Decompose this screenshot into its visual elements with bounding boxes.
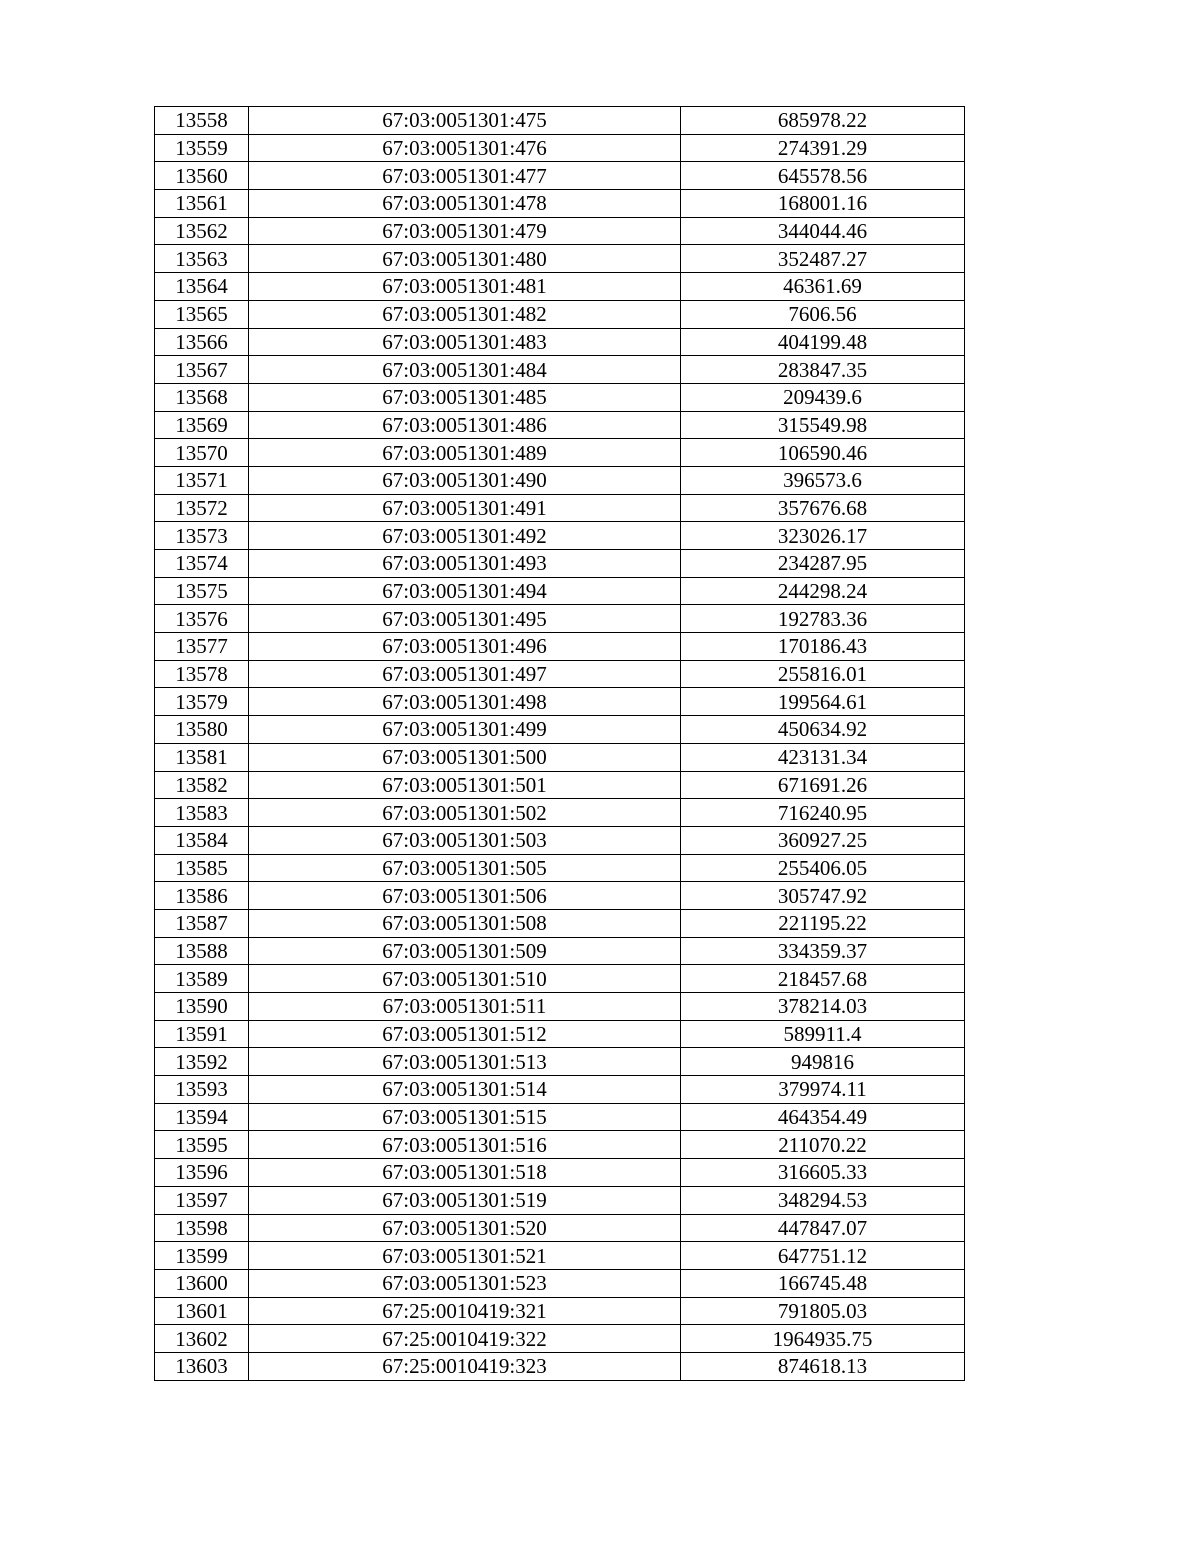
value-cell: 106590.46	[681, 439, 965, 467]
cadastral-number-cell: 67:03:0051301:516	[249, 1131, 681, 1159]
value-cell: 1964935.75	[681, 1325, 965, 1353]
row-number-cell: 13602	[155, 1325, 249, 1353]
table-row	[155, 937, 965, 965]
row-number-cell: 13567	[155, 356, 249, 384]
cadastral-number-cell: 67:03:0051301:491	[249, 494, 681, 522]
table-row	[155, 577, 965, 605]
row-number-cell: 13603	[155, 1352, 249, 1380]
cadastral-number-cell: 67:03:0051301:508	[249, 909, 681, 937]
table-row	[155, 965, 965, 993]
value-cell: 464354.49	[681, 1103, 965, 1131]
value-cell: 7606.56	[681, 300, 965, 328]
data-table	[154, 106, 965, 1381]
row-number-cell: 13598	[155, 1214, 249, 1242]
row-number-cell: 13566	[155, 328, 249, 356]
table-row	[155, 1048, 965, 1076]
value-cell: 360927.25	[681, 826, 965, 854]
row-number-cell: 13577	[155, 633, 249, 661]
table-row	[155, 1159, 965, 1187]
value-cell: 685978.22	[681, 107, 965, 135]
value-cell: 357676.68	[681, 494, 965, 522]
value-cell: 379974.11	[681, 1076, 965, 1104]
row-number-cell: 13582	[155, 771, 249, 799]
cadastral-number-cell: 67:03:0051301:520	[249, 1214, 681, 1242]
table-row	[155, 882, 965, 910]
cadastral-number-cell: 67:25:0010419:323	[249, 1352, 681, 1380]
value-cell: 283847.35	[681, 356, 965, 384]
table-row	[155, 494, 965, 522]
row-number-cell: 13594	[155, 1103, 249, 1131]
value-cell: 305747.92	[681, 882, 965, 910]
row-number-cell: 13580	[155, 716, 249, 744]
row-number-cell: 13560	[155, 162, 249, 190]
cadastral-number-cell: 67:03:0051301:485	[249, 383, 681, 411]
value-cell: 168001.16	[681, 190, 965, 218]
row-number-cell: 13593	[155, 1076, 249, 1104]
cadastral-number-cell: 67:03:0051301:475	[249, 107, 681, 135]
table-row	[155, 1020, 965, 1048]
value-cell: 209439.6	[681, 383, 965, 411]
table-row	[155, 190, 965, 218]
row-number-cell: 13564	[155, 273, 249, 301]
value-cell: 447847.07	[681, 1214, 965, 1242]
value-cell: 949816	[681, 1048, 965, 1076]
row-number-cell: 13570	[155, 439, 249, 467]
table-row	[155, 633, 965, 661]
cadastral-number-cell: 67:03:0051301:478	[249, 190, 681, 218]
value-cell: 396573.6	[681, 466, 965, 494]
value-cell: 315549.98	[681, 411, 965, 439]
row-number-cell: 13571	[155, 466, 249, 494]
cadastral-number-cell: 67:03:0051301:476	[249, 134, 681, 162]
table-row	[155, 1325, 965, 1353]
value-cell: 352487.27	[681, 245, 965, 273]
row-number-cell: 13595	[155, 1131, 249, 1159]
cadastral-number-cell: 67:03:0051301:490	[249, 466, 681, 494]
table-row	[155, 273, 965, 301]
table-row	[155, 1103, 965, 1131]
value-cell: 647751.12	[681, 1242, 965, 1270]
cadastral-number-cell: 67:03:0051301:497	[249, 660, 681, 688]
cadastral-number-cell: 67:03:0051301:503	[249, 826, 681, 854]
value-cell: 791805.03	[681, 1297, 965, 1325]
row-number-cell: 13590	[155, 993, 249, 1021]
cadastral-number-cell: 67:03:0051301:479	[249, 217, 681, 245]
value-cell: 199564.61	[681, 688, 965, 716]
cadastral-number-cell: 67:03:0051301:477	[249, 162, 681, 190]
row-number-cell: 13573	[155, 522, 249, 550]
table-row	[155, 743, 965, 771]
table-row	[155, 716, 965, 744]
value-cell: 221195.22	[681, 909, 965, 937]
row-number-cell: 13597	[155, 1186, 249, 1214]
value-cell: 348294.53	[681, 1186, 965, 1214]
table-row	[155, 439, 965, 467]
table-row	[155, 771, 965, 799]
table-row	[155, 383, 965, 411]
table-row	[155, 162, 965, 190]
table-row	[155, 328, 965, 356]
row-number-cell: 13583	[155, 799, 249, 827]
value-cell: 316605.33	[681, 1159, 965, 1187]
table-row	[155, 300, 965, 328]
cadastral-number-cell: 67:03:0051301:512	[249, 1020, 681, 1048]
table-row	[155, 854, 965, 882]
cadastral-number-cell: 67:03:0051301:502	[249, 799, 681, 827]
table-row	[155, 1131, 965, 1159]
value-cell: 192783.36	[681, 605, 965, 633]
cadastral-number-cell: 67:03:0051301:515	[249, 1103, 681, 1131]
table-row	[155, 799, 965, 827]
cadastral-number-cell: 67:03:0051301:484	[249, 356, 681, 384]
cadastral-number-cell: 67:25:0010419:321	[249, 1297, 681, 1325]
cadastral-number-cell: 67:03:0051301:489	[249, 439, 681, 467]
table-row	[155, 1242, 965, 1270]
row-number-cell: 13576	[155, 605, 249, 633]
table-row	[155, 107, 965, 135]
row-number-cell: 13581	[155, 743, 249, 771]
table-row	[155, 217, 965, 245]
cadastral-number-cell: 67:03:0051301:483	[249, 328, 681, 356]
value-cell: 234287.95	[681, 550, 965, 578]
table-row	[155, 356, 965, 384]
row-number-cell: 13563	[155, 245, 249, 273]
cadastral-number-cell: 67:03:0051301:514	[249, 1076, 681, 1104]
cadastral-number-cell: 67:03:0051301:482	[249, 300, 681, 328]
cadastral-number-cell: 67:03:0051301:511	[249, 993, 681, 1021]
cadastral-number-cell: 67:03:0051301:498	[249, 688, 681, 716]
table-row	[155, 1297, 965, 1325]
value-cell: 589911.4	[681, 1020, 965, 1048]
value-cell: 218457.68	[681, 965, 965, 993]
table-row	[155, 1214, 965, 1242]
cadastral-number-cell: 67:03:0051301:505	[249, 854, 681, 882]
table-body	[155, 107, 965, 1381]
value-cell: 255406.05	[681, 854, 965, 882]
cadastral-number-cell: 67:03:0051301:518	[249, 1159, 681, 1187]
table-row	[155, 826, 965, 854]
value-cell: 211070.22	[681, 1131, 965, 1159]
table-row	[155, 411, 965, 439]
cadastral-number-cell: 67:03:0051301:480	[249, 245, 681, 273]
table-row	[155, 1186, 965, 1214]
cadastral-number-cell: 67:03:0051301:481	[249, 273, 681, 301]
row-number-cell: 13579	[155, 688, 249, 716]
row-number-cell: 13572	[155, 494, 249, 522]
row-number-cell: 13584	[155, 826, 249, 854]
cadastral-number-cell: 67:03:0051301:495	[249, 605, 681, 633]
table-row	[155, 909, 965, 937]
table-row	[155, 1076, 965, 1104]
cadastral-number-cell: 67:03:0051301:494	[249, 577, 681, 605]
table-row	[155, 134, 965, 162]
table-row	[155, 605, 965, 633]
row-number-cell: 13578	[155, 660, 249, 688]
row-number-cell: 13574	[155, 550, 249, 578]
value-cell: 671691.26	[681, 771, 965, 799]
row-number-cell: 13592	[155, 1048, 249, 1076]
row-number-cell: 13600	[155, 1269, 249, 1297]
cadastral-number-cell: 67:03:0051301:500	[249, 743, 681, 771]
row-number-cell: 13558	[155, 107, 249, 135]
value-cell: 334359.37	[681, 937, 965, 965]
cadastral-number-cell: 67:03:0051301:486	[249, 411, 681, 439]
value-cell: 170186.43	[681, 633, 965, 661]
table-row	[155, 688, 965, 716]
value-cell: 166745.48	[681, 1269, 965, 1297]
value-cell: 874618.13	[681, 1352, 965, 1380]
row-number-cell: 13588	[155, 937, 249, 965]
cadastral-number-cell: 67:03:0051301:496	[249, 633, 681, 661]
cadastral-number-cell: 67:03:0051301:499	[249, 716, 681, 744]
cadastral-number-cell: 67:03:0051301:519	[249, 1186, 681, 1214]
table-row	[155, 522, 965, 550]
value-cell: 716240.95	[681, 799, 965, 827]
value-cell: 423131.34	[681, 743, 965, 771]
row-number-cell: 13599	[155, 1242, 249, 1270]
value-cell: 344044.46	[681, 217, 965, 245]
table-row	[155, 660, 965, 688]
value-cell: 378214.03	[681, 993, 965, 1021]
cadastral-number-cell: 67:03:0051301:510	[249, 965, 681, 993]
value-cell: 244298.24	[681, 577, 965, 605]
row-number-cell: 13562	[155, 217, 249, 245]
row-number-cell: 13587	[155, 909, 249, 937]
row-number-cell: 13586	[155, 882, 249, 910]
row-number-cell: 13561	[155, 190, 249, 218]
row-number-cell: 13585	[155, 854, 249, 882]
row-number-cell: 13569	[155, 411, 249, 439]
table-row	[155, 245, 965, 273]
cadastral-number-cell: 67:25:0010419:322	[249, 1325, 681, 1353]
row-number-cell: 13565	[155, 300, 249, 328]
cadastral-number-cell: 67:03:0051301:506	[249, 882, 681, 910]
cadastral-number-cell: 67:03:0051301:521	[249, 1242, 681, 1270]
value-cell: 404199.48	[681, 328, 965, 356]
cadastral-number-cell: 67:03:0051301:492	[249, 522, 681, 550]
value-cell: 450634.92	[681, 716, 965, 744]
row-number-cell: 13601	[155, 1297, 249, 1325]
cadastral-number-cell: 67:03:0051301:501	[249, 771, 681, 799]
row-number-cell: 13596	[155, 1159, 249, 1187]
value-cell: 645578.56	[681, 162, 965, 190]
table-row	[155, 550, 965, 578]
table-row	[155, 993, 965, 1021]
value-cell: 255816.01	[681, 660, 965, 688]
table-row	[155, 466, 965, 494]
cadastral-number-cell: 67:03:0051301:509	[249, 937, 681, 965]
row-number-cell: 13559	[155, 134, 249, 162]
cadastral-number-cell: 67:03:0051301:523	[249, 1269, 681, 1297]
value-cell: 274391.29	[681, 134, 965, 162]
cadastral-number-cell: 67:03:0051301:493	[249, 550, 681, 578]
value-cell: 323026.17	[681, 522, 965, 550]
cadastral-number-cell: 67:03:0051301:513	[249, 1048, 681, 1076]
row-number-cell: 13575	[155, 577, 249, 605]
row-number-cell: 13568	[155, 383, 249, 411]
row-number-cell: 13591	[155, 1020, 249, 1048]
value-cell: 46361.69	[681, 273, 965, 301]
table-row	[155, 1269, 965, 1297]
row-number-cell: 13589	[155, 965, 249, 993]
table-row	[155, 1352, 965, 1380]
